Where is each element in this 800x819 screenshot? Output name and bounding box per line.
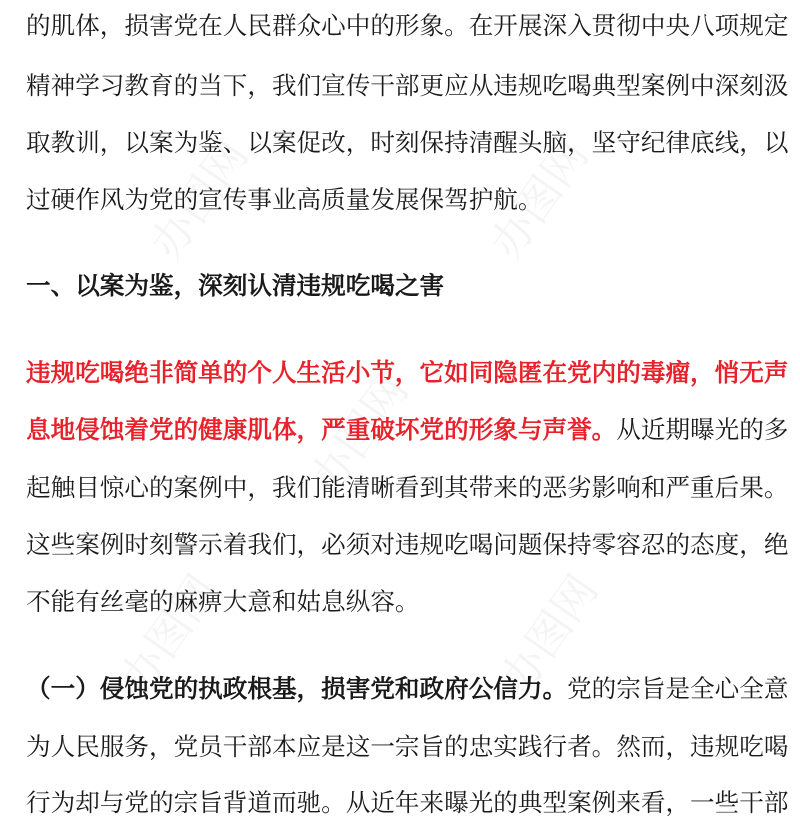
mixed-line [26,673,789,705]
paragraph-line: 取教训，以案为鉴、以案促改，时刻保持清醒头脑，坚守纪律底线，以 [26,128,789,157]
emphasis-text: 息地侵蚀着党的健康肌体，严重破坏党的形象与声誉。 [26,415,617,444]
paragraph-text: 党的宗旨是全心全意 [567,674,789,703]
paragraph-line: 为人民服务，党员干部本应是这一宗旨的忠实践行者。然而，违规吃喝 [26,732,789,761]
paragraph-line: 行为却与党的宗旨背道而驰。从近年来曝光的典型案例来看，一些干部 [26,788,789,817]
paragraph-line: 起触目惊心的案例中，我们能清晰看到其带来的恶劣影响和严重后果。 [26,473,789,502]
subheading-text: （一）侵蚀党的执政根基，损害党和政府公信力。 [26,674,568,703]
mixed-line [26,414,789,446]
paragraph-line: 过硬作风为党的宣传事业高质量发展保驾护航。 [26,185,543,214]
paragraph-text: 从近期曝光的多 [616,415,789,444]
emphasis-line: 违规吃喝绝非简单的个人生活小节，它如同隐匿在党内的毒瘤，悄无声 [26,358,789,387]
paragraph-line: 精神学习教育的当下，我们宣传干部更应从违规吃喝典型案例中深刻汲 [26,71,789,100]
paragraph-line: 这些案例时刻警示着我们，必须对违规吃喝问题保持零容忍的态度，绝 [26,530,789,559]
section-heading: 一、以案为鉴，深刻认清违规吃喝之害 [26,271,445,300]
paragraph-line: 的肌体，损害党在人民群众心中的形象。在开展深入贯彻中央八项规定 [26,11,789,40]
paragraph-line: 不能有丝毫的麻痹大意和姑息纵容。 [26,587,420,616]
